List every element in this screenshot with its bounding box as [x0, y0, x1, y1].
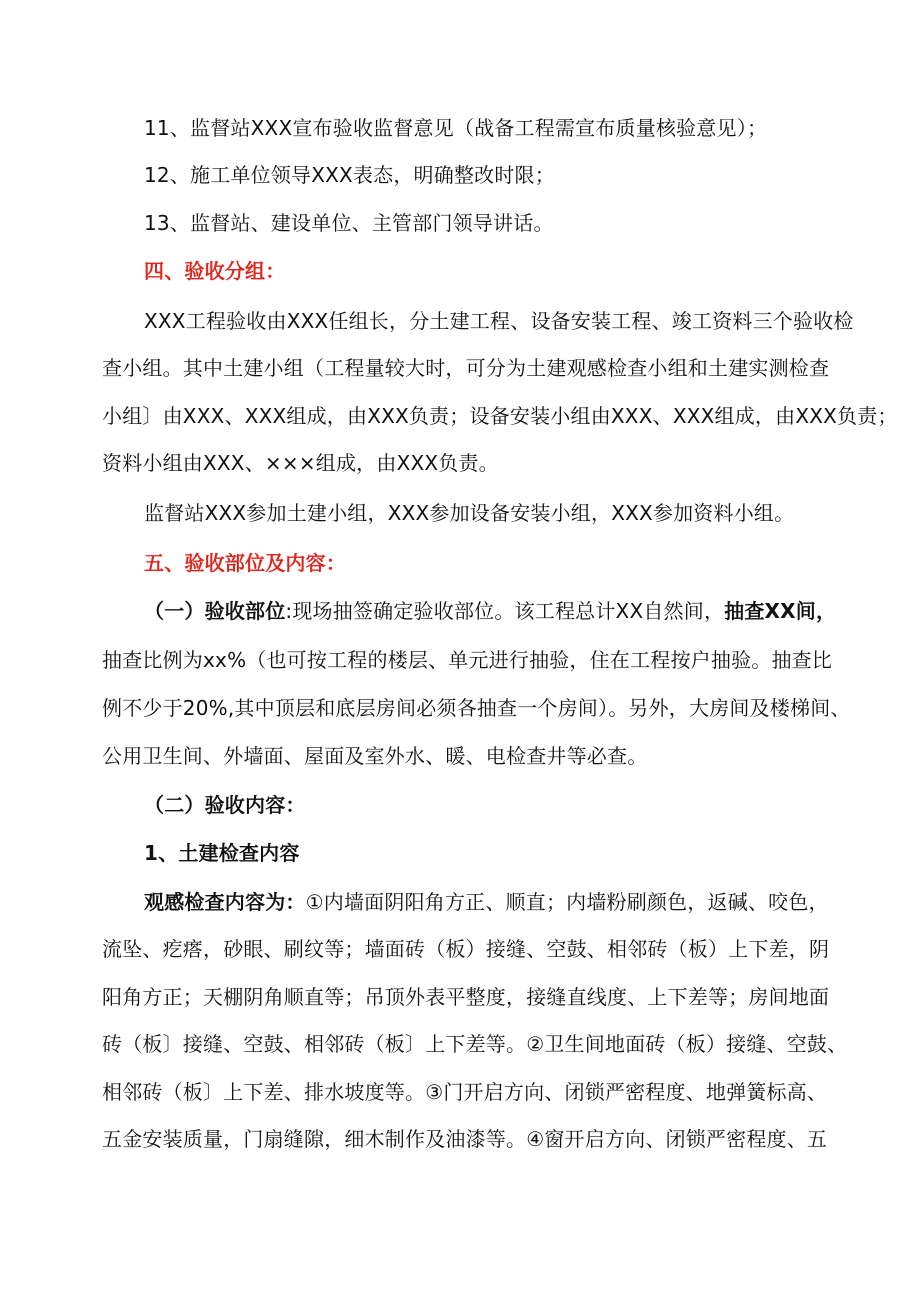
- paragraph-text: ①内墙面阴阳角方正、顺直；内墙粉刷颜色，返碱、咬色，: [305, 890, 829, 914]
- paragraph-line: 资料小组由XXX、×××组成，由XXX负责。: [102, 451, 499, 475]
- paragraph-text: :现场抽签确定验收部位。该工程总计XX自然间，: [285, 599, 725, 623]
- paragraph-line: 抽查比例为xx%（也可按工程的楼层、单元进行抽验，住在工程按户抽验。抽查比: [102, 648, 833, 672]
- paragraph-line: 相邻砖（板〕上下差、排水坡度等。③门开启方向、闭锁严密程度、地弹簧标高、: [102, 1080, 828, 1104]
- list-item-11: 11、监督站XXX宣布验收监督意见（战备工程需宣布质量核验意见）；: [144, 116, 768, 140]
- section-heading-grouping: 四、验收分组：: [144, 259, 286, 283]
- list-item-12: 12、施工单位领导XXX表态，明确整改时限；: [144, 163, 555, 187]
- section-heading-location-content: 五、验收部位及内容：: [144, 551, 346, 575]
- paragraph-line: XXX工程验收由XXX任组长，分土建工程、设备安装工程、竣工资料三个验收检: [144, 309, 854, 333]
- paragraph-line: 砖（板〕接缝、空鼓、相邻砖（板〕上下差等。②卫生间地面砖（板）接缝、空鼓、: [102, 1032, 848, 1056]
- paragraph-line-mixed: [144, 888, 829, 916]
- supervision-assignment-line: 监督站XXX参加土建小组，XXX参加设备安装小组，XXX参加资料小组。: [144, 501, 795, 525]
- paragraph-line: 阳角方正；天棚阴角顺直等；吊顶外表平整度，接缝直线度、上下差等；房间地面: [102, 985, 830, 1009]
- paragraph-line: 公用卫生间、外墙面、屋面及室外水、暖、电检查井等必查。: [102, 744, 648, 768]
- paragraph-line: 查小组。其中土建小组（工程量较大时，可分为土建观感检查小组和土建实测检查: [102, 356, 830, 380]
- paragraph-line: 例不少于20%,其中顶层和底层房间必须各抽查一个房间）。另外，大房间及楼梯间、: [102, 696, 851, 720]
- paragraph-line: 小组〕由XXX、XXX组成，由XXX负责；设备安装小组由XXX、XXX组成，由XXX负责；: [102, 404, 898, 428]
- list-item-13: 13、监督站、建设单位、主管部门领导讲话。: [144, 211, 554, 235]
- subsection-heading: （二）验收内容：: [144, 793, 306, 817]
- paragraph-line-mixed: [144, 597, 837, 625]
- observe-label: 观感检查内容为：: [144, 890, 306, 914]
- paragraph-line: 五金安装质量，门扇缝隙，细木制作及油漆等。④窗开启方向、闭锁严密程度、五: [102, 1127, 828, 1151]
- emphasis-text: 抽查XX间，: [724, 599, 837, 623]
- subsection-subheading: 1、土建检查内容: [144, 841, 300, 865]
- subsection-label: （一）验收部位: [144, 599, 286, 623]
- paragraph-line: 流坠、疙瘩，砂眼、刷纹等；墙面砖（板）接缝、空鼓、相邻砖（板）上下差，阴: [102, 937, 830, 961]
